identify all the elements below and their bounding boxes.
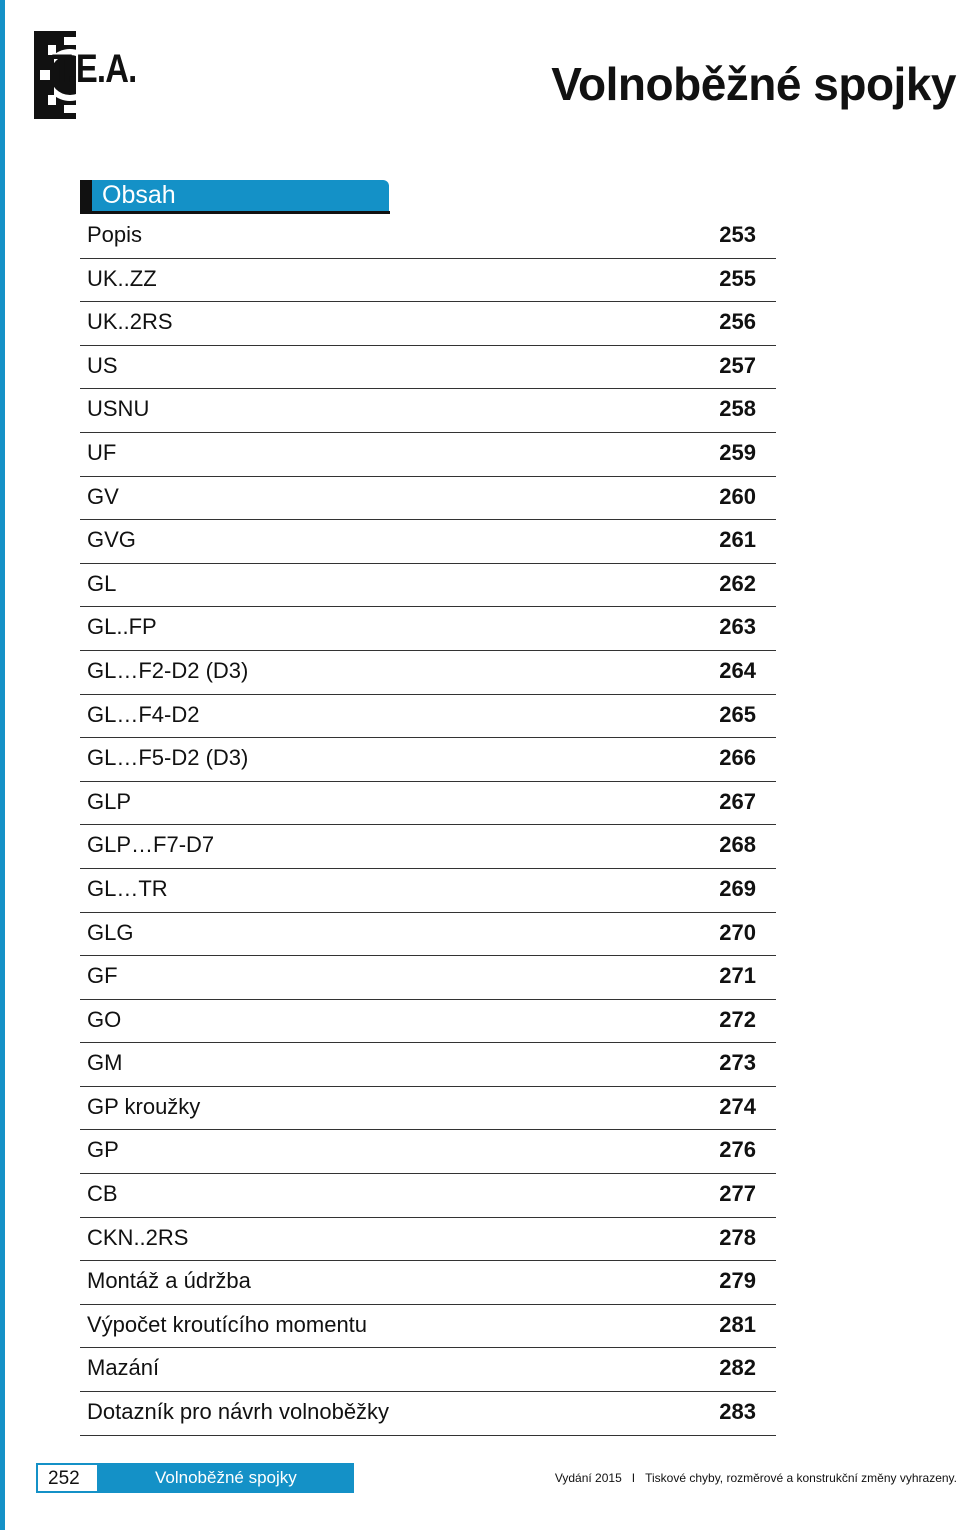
toc-entry-title: UK..2RS	[87, 309, 173, 335]
toc-row[interactable]	[80, 1087, 776, 1131]
toc-entry-page: 271	[719, 963, 756, 989]
toc-row[interactable]	[80, 1174, 776, 1218]
toc-entry-page: 263	[719, 614, 756, 640]
toc-entry-title: UF	[87, 439, 117, 465]
page-title: Volnoběžné spojky	[551, 58, 956, 110]
toc-entry-title: GL…F4-D2	[87, 701, 200, 727]
toc-entry-page: 266	[719, 745, 756, 771]
toc-heading-underline	[80, 211, 390, 214]
toc-row[interactable]	[80, 215, 776, 259]
toc-row[interactable]	[80, 1000, 776, 1044]
table-of-contents	[80, 215, 776, 1436]
toc-entry-page: 272	[719, 1006, 756, 1032]
toc-entry-title: CB	[87, 1181, 118, 1207]
toc-row[interactable]	[80, 782, 776, 826]
toc-entry-page: 259	[719, 439, 756, 465]
toc-entry-page: 261	[719, 527, 756, 553]
toc-entry-page: 270	[719, 919, 756, 945]
footer-page-number-box	[36, 1463, 99, 1493]
toc-entry-title: Popis	[87, 222, 143, 247]
toc-row[interactable]	[80, 346, 776, 390]
left-accent-stripe	[0, 0, 5, 1530]
toc-entry-title: GLP	[87, 788, 132, 814]
toc-row[interactable]	[80, 825, 776, 869]
toc-entry-page: 283	[719, 1399, 756, 1425]
toc-entry-page: 278	[719, 1224, 756, 1250]
toc-entry-title: GL…TR	[87, 875, 168, 901]
toc-entry-page: 282	[719, 1355, 756, 1381]
toc-entry-title: Výpočet kroutícího momentu	[87, 1311, 368, 1337]
toc-entry-page: 262	[719, 570, 756, 596]
toc-row[interactable]	[80, 1348, 776, 1392]
toc-entry-page: 253	[719, 222, 756, 247]
toc-entry-page: 269	[719, 875, 756, 901]
toc-entry-title: GLG	[87, 919, 134, 945]
toc-entry-page: 276	[719, 1137, 756, 1163]
toc-entry-page: 274	[719, 1093, 756, 1119]
toc-entry-page: 258	[719, 396, 756, 422]
toc-row[interactable]	[80, 869, 776, 913]
footer-separator: I	[631, 1471, 636, 1485]
toc-row[interactable]	[80, 1130, 776, 1174]
toc-entry-page: 277	[719, 1181, 756, 1207]
toc-entry-page: 279	[719, 1268, 756, 1294]
toc-entry-title: GVG	[87, 527, 136, 553]
toc-entry-page: 260	[719, 483, 756, 509]
footer-disclaimer: Tiskové chyby, rozměrové a konstrukční změny vyhrazeny.	[645, 1471, 957, 1485]
footer-section-bar	[99, 1463, 354, 1493]
toc-entry-title: GF	[87, 963, 118, 989]
toc-entry-title: GO	[87, 1006, 122, 1032]
toc-entry-title: GP kroužky	[87, 1093, 201, 1119]
toc-entry-title: GL…F5-D2 (D3)	[87, 745, 249, 771]
toc-row[interactable]	[80, 302, 776, 346]
toc-row[interactable]	[80, 1043, 776, 1087]
toc-row[interactable]	[80, 738, 776, 782]
toc-entry-title: US	[87, 352, 118, 378]
footer-note	[555, 1471, 957, 1485]
toc-row[interactable]	[80, 389, 776, 433]
toc-entry-page: 268	[719, 832, 756, 858]
toc-row[interactable]	[80, 607, 776, 651]
toc-row[interactable]	[80, 695, 776, 739]
logo-text: T.E.A.	[52, 47, 137, 91]
footer-page-number: 252	[48, 1468, 80, 1489]
toc-entry-title: Montáž a údržba	[87, 1268, 251, 1294]
toc-entry-page: 273	[719, 1050, 756, 1076]
toc-entry-title: UK..ZZ	[87, 265, 157, 291]
toc-row[interactable]	[80, 913, 776, 957]
toc-row[interactable]	[80, 433, 776, 477]
toc-row[interactable]	[80, 1218, 776, 1262]
toc-row[interactable]	[80, 564, 776, 608]
toc-entry-title: GV	[87, 483, 119, 509]
toc-heading-bar	[80, 180, 390, 214]
toc-entry-title: Mazání	[87, 1355, 160, 1381]
toc-entry-page: 267	[719, 788, 756, 814]
toc-entry-page: 264	[719, 657, 756, 683]
toc-entry-title: GP	[87, 1137, 119, 1163]
footer-edition: Vydání 2015	[554, 1471, 622, 1485]
toc-row[interactable]	[80, 520, 776, 564]
toc-heading-label: Obsah	[102, 181, 176, 209]
toc-entry-title: GM	[87, 1050, 123, 1076]
toc-entry-title: GL	[87, 570, 117, 596]
toc-entry-title: GLP…F7-D7	[87, 832, 215, 858]
toc-row[interactable]	[80, 651, 776, 695]
footer-section-label: Volnoběžné spojky	[155, 1468, 297, 1487]
toc-heading-dark-block	[80, 180, 92, 214]
toc-row[interactable]	[80, 956, 776, 1000]
toc-entry-title: GL..FP	[87, 614, 157, 640]
toc-row[interactable]	[80, 259, 776, 303]
tea-logo	[34, 31, 144, 119]
toc-entry-page: 281	[719, 1311, 756, 1337]
toc-row[interactable]	[80, 1261, 776, 1305]
toc-entry-page: 255	[719, 265, 756, 291]
toc-entry-page: 257	[719, 352, 756, 378]
toc-entry-title: USNU	[87, 396, 150, 422]
toc-row[interactable]	[80, 1392, 776, 1436]
toc-row[interactable]	[80, 477, 776, 521]
toc-entry-page: 256	[719, 309, 756, 335]
toc-entry-page: 265	[719, 701, 756, 727]
toc-entry-title: GL…F2-D2 (D3)	[87, 657, 249, 683]
toc-row[interactable]	[80, 1305, 776, 1349]
toc-entry-title: CKN..2RS	[87, 1224, 189, 1250]
toc-entry-title: Dotazník pro návrh volnoběžky	[87, 1399, 390, 1425]
